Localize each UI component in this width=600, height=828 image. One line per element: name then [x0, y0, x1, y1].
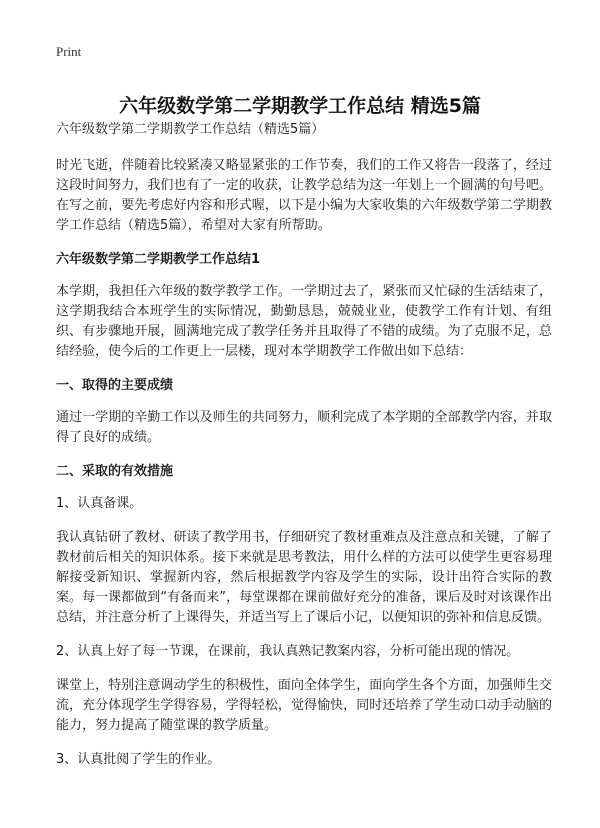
article-subtitle: 六年级数学第二学期教学工作总结（精选5篇） — [56, 122, 325, 137]
part1-paragraph: 通过一学期的辛勤工作以及师生的共同努力，顺利完成了本学期的全部教学内容，并取得了良好的成绩。 — [56, 410, 552, 445]
item1-paragraph: 我认真钻研了教材、研读了教学用书，仔细研究了教材重难点及注意点和关键，了解了教材前后相关的知识体系。接下来就是思考教法，用什么样的方法可以使学生更容易理解接受新知识、掌握新内容，然后根据教学内容及学生的实际，设计出符合实际的教案。每一课都做到“有备而来”，每堂课都在课前做好充分的准备，课后及时对该课作出总结，并注意分析了上课得失，并适当写上了课后小记，以便知识的弥补和信息反馈。 — [56, 530, 552, 625]
item2-paragraph: 课堂上，特别注意调动学生的积极性，面向全体学生，面向学生各个方面，加强师生交流，充分体现学生学得容易，学得轻松，觉得愉快，同时还培养了学生动口动手动脑的能力，努力提高了随堂课的教学质量。 — [56, 678, 552, 733]
intro-paragraph: 时光飞逝，伴随着比较紧凑又略显紧张的工作节奏，我们的工作又将告一段落了，经过这段时间努力，我们也有了一定的收获，让教学总结为这一年划上一个圆满的句号吧。在写之前，要先考虑好内容和形式喔，以下是小编为大家收集的六年级数学第二学期教学工作总结（精选5篇），希望对大家有所帮助。 — [56, 158, 552, 233]
print-link[interactable]: Print — [56, 44, 82, 59]
section1-paragraph: 本学期，我担任六年级的数学教学工作。一学期过去了，紧张而又忙碌的生活结束了，这学期我结合本班学生的实际情况，勤勤恳恳，兢兢业业，使教学工作有计划、有组织、有步骤地开展，圆满地完成了教学任务并且取得了不错的成绩。为了克服不足，总结经验，使今后的工作更上一层楼，现对本学期教学工作做出如下总结： — [56, 284, 552, 359]
item3-title: 3、认真批阅了学生的作业。 — [56, 752, 221, 767]
part2-heading: 二、采取的有效措施 — [56, 464, 174, 479]
item2-title: 2、认真上好了每一节课，在课前，我认真熟记教案内容，分析可能出现的情况。 — [56, 644, 520, 659]
page-title: 六年级数学第二学期教学工作总结 精选5篇 — [119, 94, 481, 117]
article-body — [56, 120, 552, 784]
item1-title: 1、认真备课。 — [56, 496, 143, 511]
part1-heading: 一、取得的主要成绩 — [56, 378, 174, 393]
section1-heading: 六年级数学第二学期教学工作总结1 — [56, 252, 261, 267]
